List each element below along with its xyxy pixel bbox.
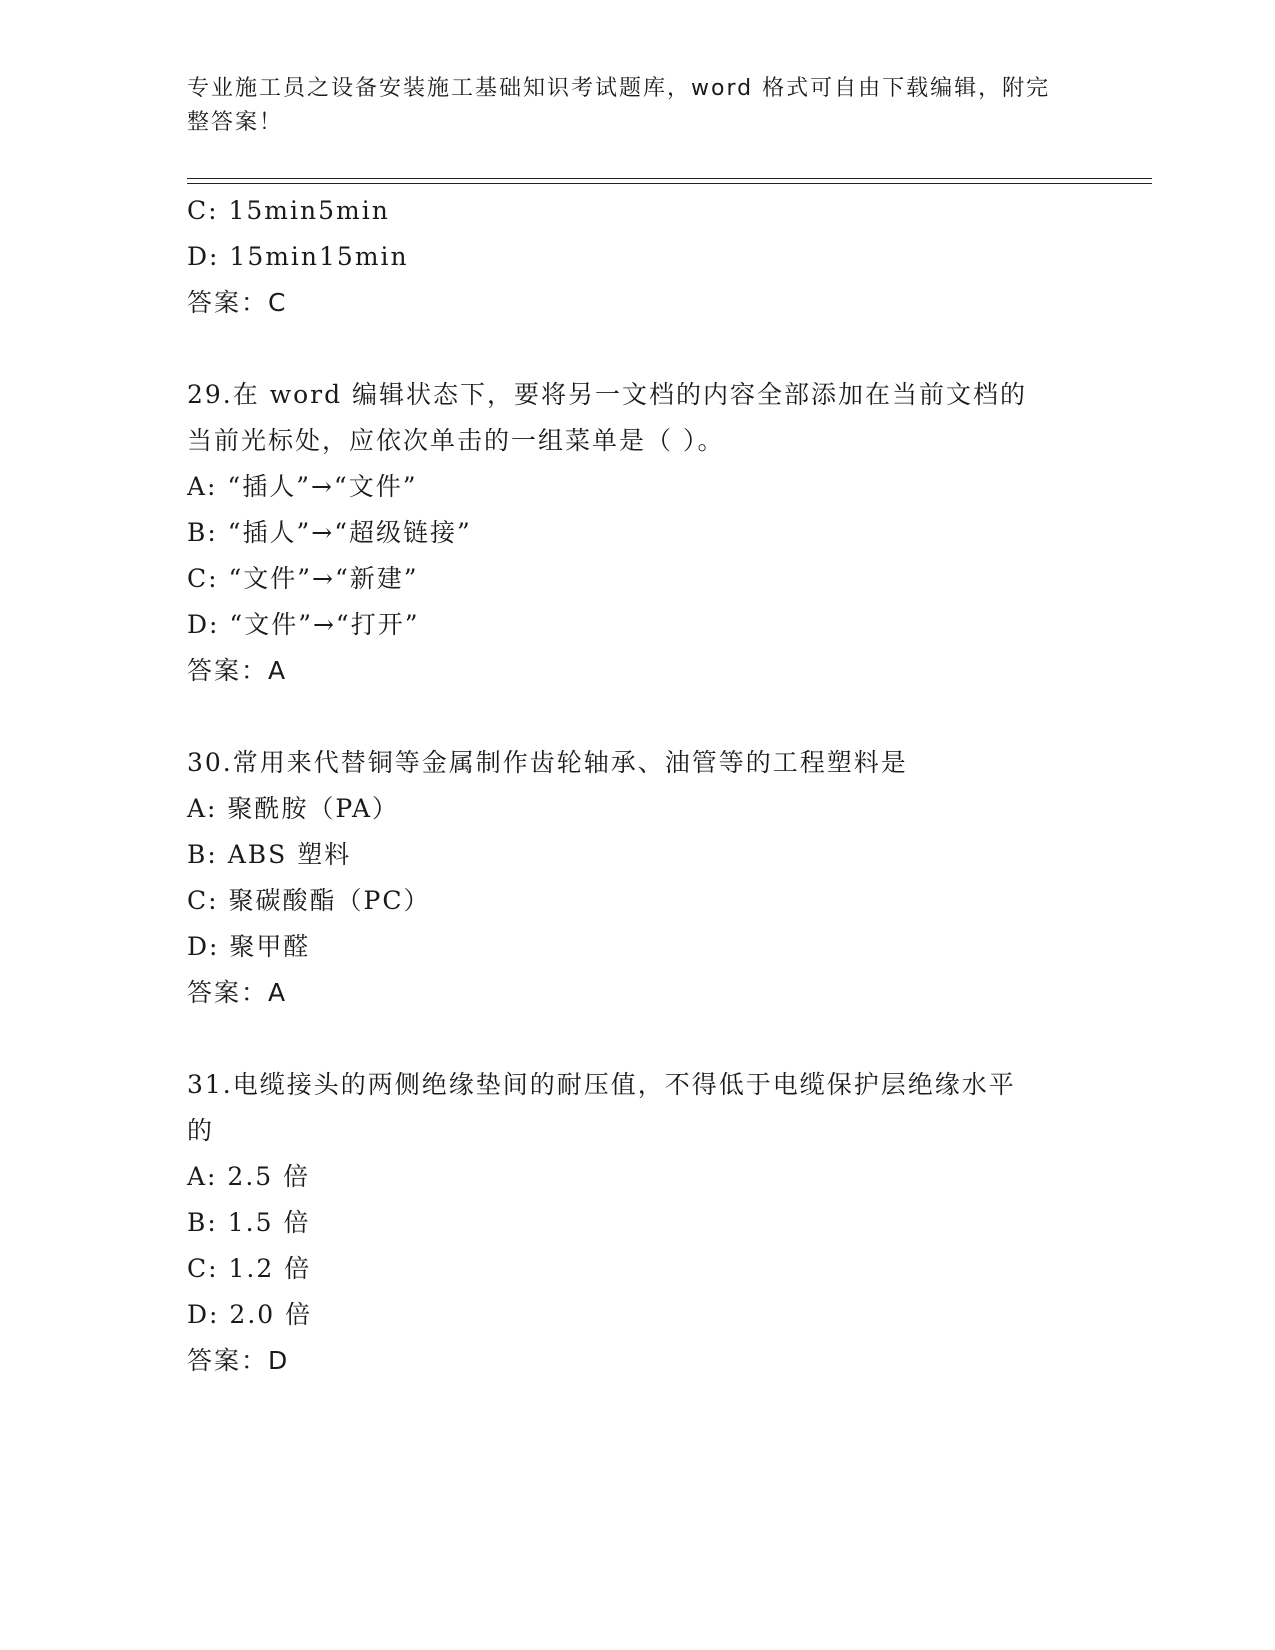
option-b: B: ABS 塑料 <box>187 840 352 869</box>
question-29 <box>187 372 1087 694</box>
option-a: A: 聚酰胺（PA） <box>187 794 400 823</box>
header-title-line1: 专业施工员之设备安装施工基础知识考试题库，word 格式可自由下载编辑，附完 <box>187 76 1051 101</box>
answer-label: 答案：A <box>187 978 288 1007</box>
question-30 <box>187 740 1087 1016</box>
option-c: C: 15min5min <box>187 196 390 225</box>
spacer <box>187 326 1087 372</box>
document-header <box>187 72 1067 140</box>
option-c: C: 1.2 倍 <box>187 1254 312 1283</box>
answer-label: 答案：D <box>187 1346 290 1375</box>
question-stem-line2: 的 <box>187 1116 215 1145</box>
option-b: B: “插人”→“超级链接” <box>187 518 472 547</box>
option-b: B: 1.5 倍 <box>187 1208 311 1237</box>
option-d: D: “文件”→“打开” <box>187 610 420 639</box>
question-stem-line1: 31.电缆接头的两侧绝缘垫间的耐压值，不得低于电缆保护层绝缘水平 <box>187 1070 1016 1099</box>
option-a: A: “插人”→“文件” <box>187 472 418 501</box>
question-stem-line1: 29.在 word 编辑状态下，要将另一文档的内容全部添加在当前文档的 <box>187 380 1028 409</box>
document-body <box>187 188 1087 1384</box>
prev-question-block <box>187 188 1087 326</box>
option-c: C: 聚碳酸酯（PC） <box>187 886 431 915</box>
option-d: D: 2.0 倍 <box>187 1300 313 1329</box>
question-31 <box>187 1062 1087 1384</box>
header-title-line2: 整答案！ <box>187 110 284 135</box>
spacer <box>187 1016 1087 1062</box>
option-c: C: “文件”→“新建” <box>187 564 419 593</box>
question-stem-line1: 30.常用来代替铜等金属制作齿轮轴承、油管等的工程塑料是 <box>187 748 908 777</box>
spacer <box>187 694 1087 740</box>
answer-label: 答案：A <box>187 656 288 685</box>
header-divider <box>187 178 1152 184</box>
answer-label: 答案：C <box>187 288 288 317</box>
option-a: A: 2.5 倍 <box>187 1162 311 1191</box>
option-d: D: 15min15min <box>187 242 409 271</box>
option-d: D: 聚甲醛 <box>187 932 311 961</box>
question-stem-line2: 当前光标处，应依次单击的一组菜单是（ ）。 <box>187 426 725 455</box>
